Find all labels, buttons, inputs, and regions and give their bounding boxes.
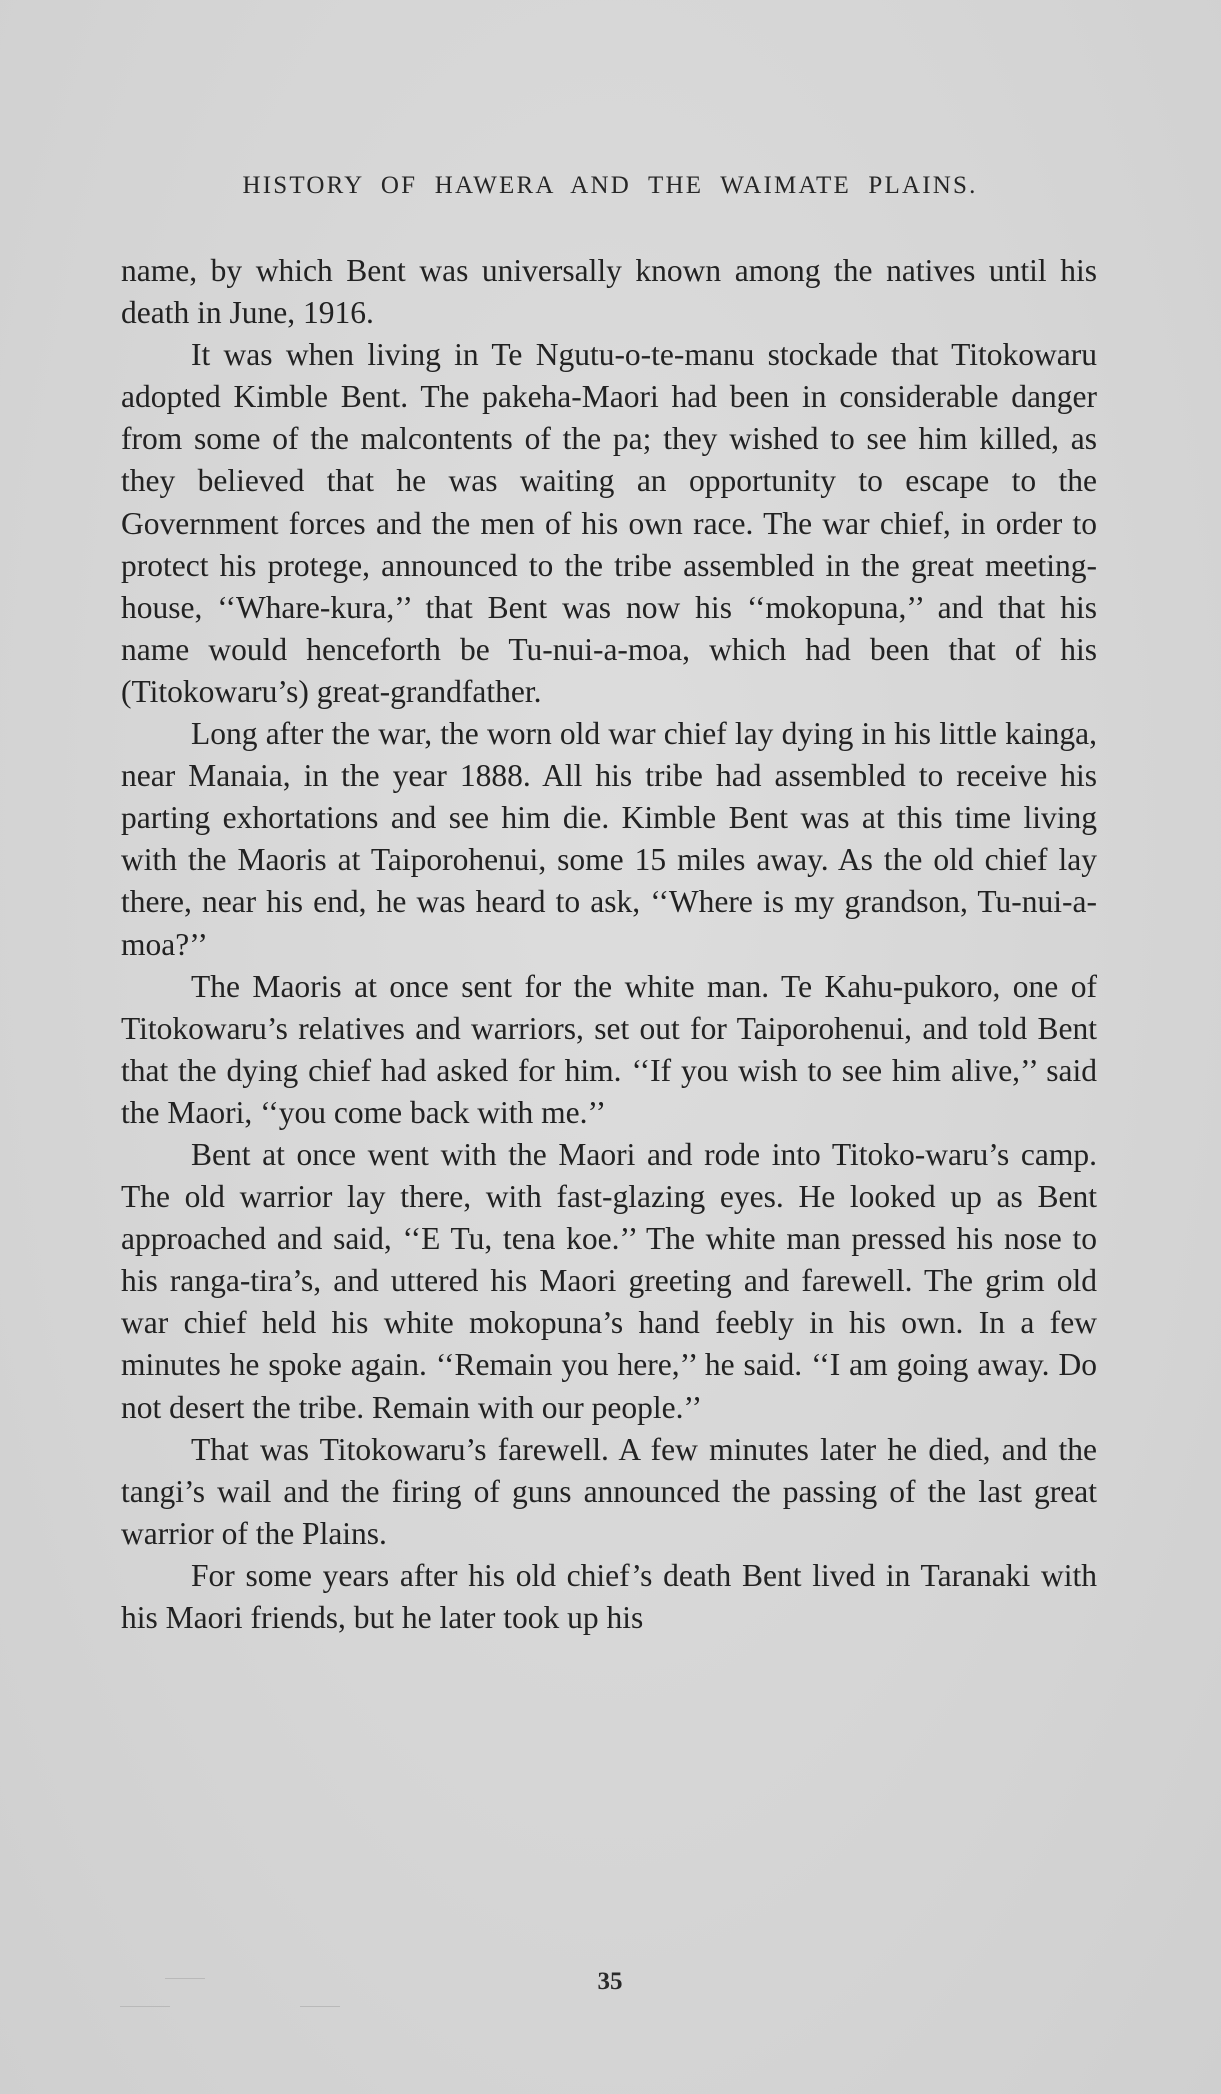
paper-mark xyxy=(300,2006,340,2007)
paragraph: It was when living in Te Ngutu-o-te-manu stockade that Titokowaru adopted Kimble Bent. The pakeha-Maori had been in considerable danger from some of the malcontents of the pa; they wished to see him killed, as they believed that he was waiting an opportunity to escape to the Government forces and the men of his own race. The war chief, in order to protect his protege, announced to the tribe assembled in the great meeting-house, ‘‘Whare-kura,’’ that Bent was now his ‘‘mokopuna,’’ and that his name would henceforth be Tu-nui-a-moa, which had been that of his (Titokowaru’s) great-grandfather. xyxy=(121,337,1097,709)
running-head: HISTORY OF HAWERA AND THE WAIMATE PLAINS. xyxy=(242,172,978,199)
paragraph: That was Titokowaru’s farewell. A few minutes later he died, and the tangi’s wail and the firing of guns announced the passing of the last great warrior of the Plains. xyxy=(121,1431,1097,1551)
body-text xyxy=(121,250,1097,1639)
paragraph: For some years after his old chief’s death Bent lived in Taranaki with his Maori friends, but he later took up his xyxy=(121,1557,1097,1635)
paragraph: The Maoris at once sent for the white man. Te Kahu-pukoro, one of Titokowaru’s relatives and warriors, set out for Taiporohenui, and told Bent that the dying chief had asked for him. ‘‘If you wish to see him alive,’’ said the Maori, ‘‘you come back with me.’’ xyxy=(121,968,1097,1130)
paper-mark xyxy=(120,2006,170,2007)
page-number: 35 xyxy=(597,1968,623,1995)
paper-mark xyxy=(165,1978,205,1979)
paragraph-continued: name, by which Bent was universally known among the natives until his death in June, 1916. xyxy=(121,253,1097,331)
paragraph: Long after the war, the worn old war chief lay dying in his little kainga, near Manaia, in the year 1888. All his tribe had assembled to receive his parting exhortations and see him die. Kimble Bent was at this time living with the Maoris at Taiporohenui, some 15 miles away. As the old chief lay there, near his end, he was heard to ask, ‘‘Where is my grandson, Tu-nui-a-moa?’’ xyxy=(121,716,1097,962)
paragraph: Bent at once went with the Maori and rode into Titoko-waru’s camp. The old warrior lay there, with fast-glazing eyes. He looked up as Bent approached and said, ‘‘E Tu, tena koe.’’ The white man pressed his nose to his ranga-tira’s, and uttered his Maori greeting and farewell. The grim old war chief held his white mokopuna’s hand feebly in his own. In a few minutes he spoke again. ‘‘Remain you here,’’ he said. ‘‘I am going away. Do not desert the tribe. Remain with our people.’’ xyxy=(121,1136,1097,1425)
